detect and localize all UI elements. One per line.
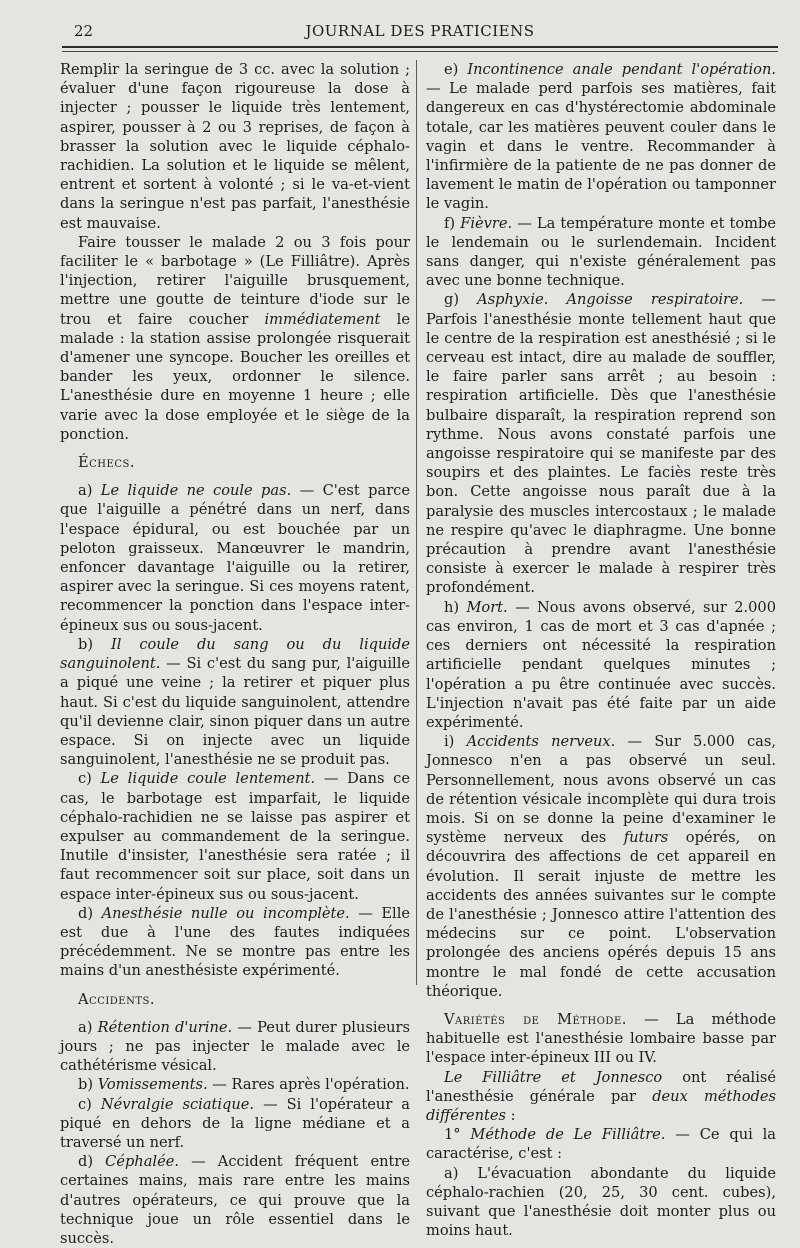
item-method-1: 1° Méthode de Le Filliâtre. — Ce qui la caractérise, c'est : (426, 1126, 776, 1163)
item-echec-b: b) Il coule du sang ou du liquide sanguinolent. — Si c'est du sang pur, l'aiguille a piqué une veine ; la retirer et piquer plus haut. Si c'est du liquide sanguinolent, attendre qu'il devienne clair, sinon piquer dans un autre espace. Si on injecte avec un liquide sanguinolent, l'anesthésie ne se produit pas. (60, 635, 411, 769)
item-accident-d: d) Céphalée. — Accident fréquent entre certaines mains, mais rare entre les mains d'autres opérateurs, ce qui prouve que la technique joue un rôle essentiel dans le succès. (60, 1153, 410, 1247)
journal-title: JOURNAL DES PRATICIENS (305, 22, 535, 40)
item-accident-g: g) Asphyxie. Angoisse respiratoire. — Parfois l'anesthésie monte tellement haut que le centre de la respiration est anesthésié ; si le cerveau est intact, dire au malade de souffler, le faire parler sans arrêt ; au besoin : respiration artificielle. Dès que l'anesthésie bulbaire disparaît, la respiration reprend son rythme. Nous avons constaté parfois une angoisse respiratoire qui se manifeste par des soupirs et des plaintes. Le faciès reste très bon. Cette angoisse nous paraît due à la paralysie des muscles intercostaux ; le malade ne respire qu'avec le diaphragme. Une bonne précaution à prendre avant l'anesthésie consiste à exercer le malade à respirer très profondément. (426, 291, 776, 597)
item-echec-d: d) Anesthésie nulle ou incomplète. — Elle est due à l'une des fautes indiquées précédemment. Ne se montre pas entre les mains d'un anesthésiste expérimenté. (60, 904, 410, 980)
paragraph-technique: Remplir la seringue de 3 cc. avec la solution ; évaluer d'une façon rigoureuse la dose à injecter ; pousser le liquide très lentement, aspirer, pousser à 2 ou 3 reprises, de façon à brasser la solution avec le liquide céphalo-rachidien. La solution et le liquide se mêlent, entrent et sortent à volonté ; si le va-et-vient dans la seringue n'est pas parfait, l'anesthésie est mauvaise. (60, 61, 410, 232)
header-rule (62, 46, 778, 48)
item-method-1a: a) L'évacuation abondante du liquide céphalo-rachien (20, 25, 30 cent. cubes), suivant que l'anesthésie doit monter plus ou moins haut. (426, 1164, 776, 1240)
section-heading-accidents: Accidents. (78, 990, 156, 1008)
left-column (60, 60, 410, 1248)
item-echec-a: a) Le liquide ne coule pas. — C'est parce que l'aiguille a pénétré dans un nerf, dans l'espace épidural, ou est bouchée par un peloton graisseux. Manœuvrer le mandrin, enfoncer davantage l'aiguille ou la retirer, aspirer avec la seringue. Si ces moyens ratent, recommencer la ponction dans l'espace inter-épineux sus ou sous-jacent. (60, 482, 410, 634)
item-accident-h: h) Mort. — Nous avons observé, sur 2.000 cas environ, 1 cas de mort et 3 cas d'apnée ; ces derniers ont nécessité la respiration artificielle pendant quelques minutes ; l'opération a pu être continuée avec succès. L'injection n'avait pas été faite par un aide expérimenté. (426, 598, 776, 731)
section-heading-varietes: Variétés de Méthode. (444, 1010, 627, 1028)
section-varietes: Variétés de Méthode. — La méthode habituelle est l'anesthésie lombaire basse par l'espace inter-épineux III ou IV. (426, 1010, 777, 1067)
item-accident-f: f) Fièvre. — La température monte et tombe le lendemain ou le surlendemain. Incident sans danger, qui n'existe généralement pas avec une bonne technique. (426, 214, 777, 290)
paragraph-after-injection: Faire tousser le malade 2 ou 3 fois pour faciliter le « barbotage » (Le Filliâtre). Après l'injection, retirer l'aiguille brusquement, mettre une goutte de teinture d'iode sur le trou et faire coucher immédiatement le malade : la station assise prolongée risquerait d'amener une syncope. Boucher les oreilles et bander les yeux, ordonner le silence. L'anesthésie dure en moyenne 1 heure ; elle varie avec la dose employée et le siège de la ponction. (60, 233, 410, 443)
paragraph-two-methods: Le Filliâtre et Jonnesco ont réalisé l'anesthésie générale par deux méthodes différentes : (426, 1068, 776, 1124)
column-divider (416, 60, 417, 985)
item-echec-c: c) Le liquide coule lentement. — Dans ce cas, le barbotage est imparfait, le liquide céphalo-rachidien ne se laisse pas aspirer et expulser au commandement de la seringue. Inutile d'insister, l'anesthésie sera ratée ; il faut recommencer soit sur place, soit dans un espace inter-épineux sus ou sous-jacent. (60, 770, 410, 903)
right-column (426, 60, 776, 1240)
page-number: 22 (74, 22, 94, 40)
item-accident-i: i) Accidents nerveux. — Sur 5.000 cas, Jonnesco n'en a pas observé un seul. Personnellement, nous avons observé un cas de rétention vésicale incomplète qui dura trois mois. Si on se donne la peine d'examiner le système nerveux des futurs opérés, on découvrira des affections de cet appareil en évolution. Il serait injuste de mettre les accidents des années suivantes sur le compte de l'anesthésie ; Jonnesco attire l'attention des médecins sur ce point. L'observation prolongée des anciens opérés depuis 15 ans montre le mal fondé de cette accusation théorique. (426, 733, 777, 1000)
item-accident-a: a) Rétention d'urine. — Peut durer plusieurs jours ; ne pas injecter le malade avec le cathétérisme vésical. (60, 1018, 411, 1075)
item-accident-b: b) Vomissements. — Rares après l'opération. (78, 1076, 410, 1094)
header-rule-thin (62, 51, 778, 52)
section-heading-echecs: Échecs. (78, 454, 135, 472)
item-accident-c: c) Névralgie sciatique. — Si l'opérateur a piqué en dehors de la ligne médiane et a traversé un nerf. (60, 1095, 410, 1151)
item-accident-e: e) Incontinence anale pendant l'opération. — Le malade perd parfois ses matières, fait dangereux en cas d'hystérectomie abdominale totale, car les matières peuvent couler dans le vagin et dans le ventre. Recommander à l'infirmière de la patiente de ne pas donner de lavement le matin de l'opération ou tamponner le vagin. (426, 61, 776, 213)
running-header (62, 22, 778, 44)
